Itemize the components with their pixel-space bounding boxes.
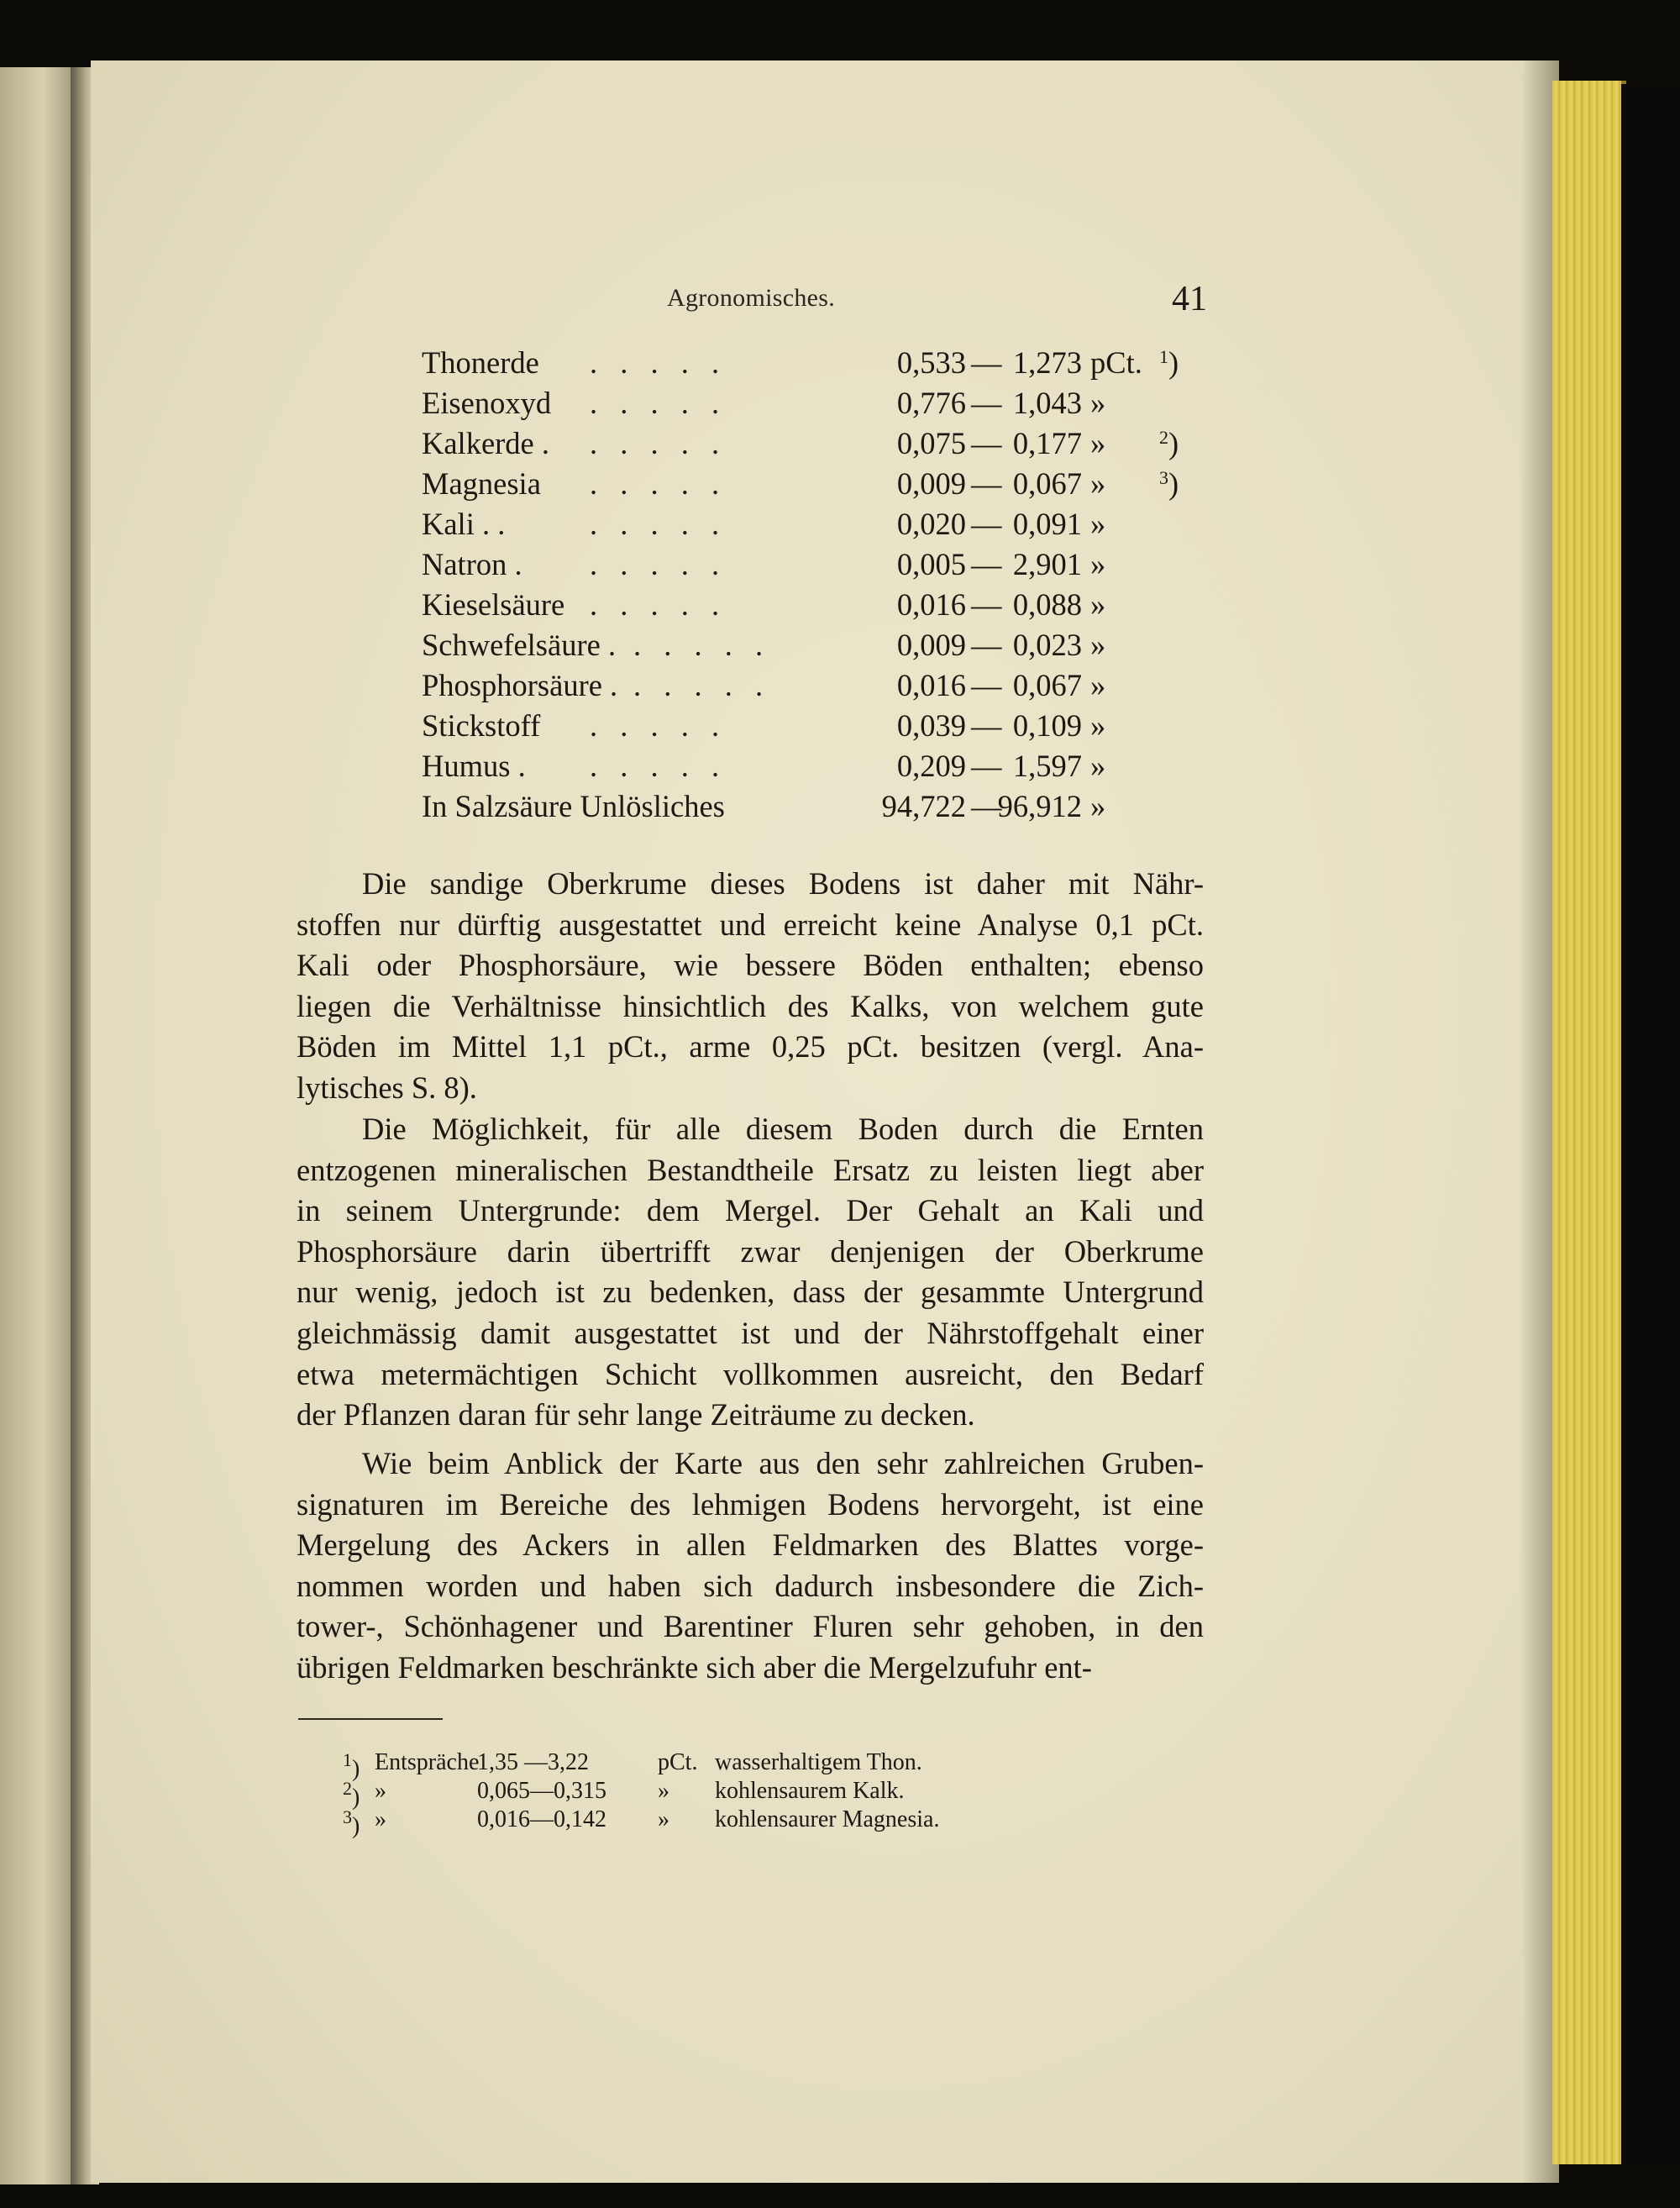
value-min: 0,005 bbox=[896, 547, 966, 581]
leader-dots: . . . . . bbox=[590, 587, 727, 622]
range-dash: — bbox=[971, 749, 1002, 783]
background-shadow bbox=[1621, 84, 1680, 2168]
text-line: signaturen im Bereiche des lehmigen Bodens hervorgeht, ist eine bbox=[297, 1486, 1204, 1522]
unit: » bbox=[1090, 789, 1106, 823]
table-row bbox=[422, 707, 1106, 748]
unit: » bbox=[1090, 426, 1106, 460]
value-max: 0,067 bbox=[1012, 668, 1082, 702]
range-dash: — bbox=[971, 507, 1002, 541]
table-row bbox=[422, 344, 1179, 385]
range-dash: — bbox=[971, 628, 1002, 662]
unit: » bbox=[1090, 507, 1106, 541]
footnote-value: 0,065—0,315 bbox=[477, 1778, 606, 1804]
range-dash: — bbox=[971, 587, 1002, 622]
table-row bbox=[422, 788, 1106, 828]
text-line: nommen worden und haben sich dadurch insbesondere die Zich- bbox=[297, 1568, 1204, 1603]
leader-dots: . . . . . bbox=[633, 668, 771, 702]
footnote-ref-number: 2 bbox=[1159, 427, 1168, 448]
value-min: 0,533 bbox=[896, 345, 966, 380]
text-line: Phosphorsäure darin übertrifft zwar denjenigen der Oberkrume bbox=[297, 1233, 1204, 1269]
component-name: Kalkerde . bbox=[422, 426, 550, 460]
analysis-table bbox=[422, 344, 1179, 828]
component-name: Schwefelsäure . bbox=[422, 628, 617, 662]
leader-dots: . . . . . bbox=[590, 708, 727, 743]
page-number: 41 bbox=[1172, 280, 1207, 318]
table-row bbox=[422, 506, 1106, 546]
value-max: 0,109 bbox=[1012, 708, 1082, 743]
text-line: lytisches S. 8). bbox=[297, 1070, 477, 1105]
value-max: 1,043 bbox=[1012, 386, 1082, 420]
text-line: Mergelung des Ackers in allen Feldmarken des Blattes vorge- bbox=[297, 1527, 1204, 1563]
text-line: Kali oder Phosphorsäure, wie bessere Böden enthalten; ebenso bbox=[297, 948, 1204, 983]
footnote-text: kohlensaurer Magnesia. bbox=[715, 1806, 940, 1832]
leader-dots: . . . . . bbox=[590, 507, 727, 541]
value-max: 2,901 bbox=[1012, 547, 1082, 581]
unit: pCt. bbox=[1090, 345, 1142, 380]
value-max: 0,177 bbox=[1012, 426, 1082, 460]
component-name: In Salzsäure Unlösliches bbox=[422, 789, 725, 823]
footnote-value: 0,016—0,142 bbox=[477, 1806, 606, 1832]
running-title: Agronomisches. bbox=[667, 284, 836, 312]
value-max: 1,273 bbox=[1012, 345, 1082, 380]
range-dash: — bbox=[971, 386, 1002, 420]
component-name: Kali . . bbox=[422, 507, 506, 541]
component-name: Eisenoxyd bbox=[422, 386, 552, 420]
value-max: 0,067 bbox=[1012, 466, 1082, 501]
footnote-value: 1,35 —3,22 bbox=[477, 1749, 589, 1775]
unit: » bbox=[1090, 668, 1106, 702]
footnote-number: 1 bbox=[343, 1749, 352, 1770]
left-page-edge bbox=[0, 67, 77, 2184]
component-name: Kieselsäure bbox=[422, 587, 565, 622]
unit: » bbox=[1090, 749, 1106, 783]
value-max: 0,088 bbox=[1012, 587, 1082, 622]
leader-dots: . . . . . bbox=[590, 345, 727, 380]
text-line: in seinem Untergrunde: dem Mergel. Der Gehalt an Kali und bbox=[297, 1193, 1204, 1228]
value-min: 94,722 bbox=[881, 789, 966, 823]
range-dash: — bbox=[971, 789, 1002, 823]
range-dash: — bbox=[971, 547, 1002, 581]
table-row bbox=[422, 546, 1106, 586]
unit: » bbox=[1090, 386, 1106, 420]
text-line: etwa metermächtigen Schicht vollkommen ausreicht, den Bedarf bbox=[297, 1356, 1204, 1391]
value-min: 0,020 bbox=[896, 507, 966, 541]
value-min: 0,776 bbox=[896, 386, 966, 420]
range-dash: — bbox=[971, 708, 1002, 743]
footnote-prefix: Entspräche bbox=[375, 1749, 480, 1775]
value-max: 0,023 bbox=[1012, 628, 1082, 662]
gilded-page-edges bbox=[1552, 81, 1626, 2164]
value-min: 0,039 bbox=[896, 708, 966, 743]
unit: » bbox=[1090, 628, 1106, 662]
footnote-unit: » bbox=[658, 1806, 669, 1832]
paragraph-marling bbox=[297, 1443, 1204, 1689]
leader-dots: . . . . . bbox=[633, 628, 771, 662]
leader-dots: . . . . . bbox=[590, 386, 727, 420]
leader-dots: . . . . . bbox=[590, 426, 727, 460]
value-min: 0,009 bbox=[896, 628, 966, 662]
footnote bbox=[343, 1806, 1099, 1839]
table-row bbox=[422, 748, 1106, 788]
footnote-marker: $^3$) bbox=[343, 1806, 360, 1839]
footnote-text: wasserhaltigem Thon. bbox=[715, 1749, 922, 1775]
footnote-text: kohlensaurem Kalk. bbox=[715, 1778, 905, 1804]
text-line: gleichmässig damit ausgestattet ist und der Nährstoffgehalt einer bbox=[297, 1315, 1204, 1350]
unit: » bbox=[1090, 466, 1106, 501]
value-max: 96,912 bbox=[997, 789, 1082, 823]
table-row bbox=[422, 385, 1106, 425]
footnote bbox=[343, 1778, 1099, 1811]
footnote-marker: $^1$) bbox=[343, 1749, 360, 1782]
table-row bbox=[422, 627, 1106, 667]
value-min: 0,016 bbox=[896, 587, 966, 622]
range-dash: — bbox=[971, 668, 1002, 702]
footnote-number: 3 bbox=[343, 1806, 352, 1827]
leader-dots: . . . . . bbox=[590, 547, 727, 581]
range-dash: — bbox=[971, 345, 1002, 380]
value-max: 1,597 bbox=[1012, 749, 1082, 783]
leader-dots: . . . . . bbox=[590, 749, 727, 783]
text-line: übrigen Feldmarken beschränkte sich aber die Mergelzufuhr ent- bbox=[297, 1649, 1092, 1685]
footnote-unit: » bbox=[658, 1778, 669, 1804]
text-line: Die sandige Oberkrume dieses Bodens ist daher mit Nähr- bbox=[362, 866, 1204, 901]
footnote-ref: $^3$) bbox=[1159, 466, 1179, 501]
unit: » bbox=[1090, 708, 1106, 743]
component-name: Magnesia bbox=[422, 466, 541, 501]
component-name: Natron . bbox=[422, 547, 522, 581]
text-line: Wie beim Anblick der Karte aus den sehr zahlreichen Gruben- bbox=[362, 1446, 1204, 1480]
text-line: entzogenen mineralischen Bestandtheile Ersatz zu leisten liegt aber bbox=[297, 1152, 1204, 1187]
table-row bbox=[422, 586, 1106, 627]
table-row bbox=[422, 465, 1179, 506]
footnote-marker: $^2$) bbox=[343, 1778, 360, 1811]
text-line: stoffen nur dürftig ausgestattet und erreicht keine Analyse 0,1 pCt. bbox=[297, 907, 1204, 942]
unit: » bbox=[1090, 547, 1106, 581]
text-line: tower-, Schönhagener und Barentiner Fluren sehr gehoben, in den bbox=[297, 1609, 1204, 1644]
footnote-rule bbox=[298, 1718, 443, 1720]
footnote-prefix: » bbox=[375, 1806, 386, 1832]
leader-dots: . . . . . bbox=[590, 466, 727, 501]
footnote-ref: $^2$) bbox=[1159, 426, 1179, 460]
value-min: 0,009 bbox=[896, 466, 966, 501]
value-min: 0,016 bbox=[896, 668, 966, 702]
paragraph-marl-subsoil bbox=[297, 1109, 1204, 1436]
footnote-ref: $^1$) bbox=[1159, 345, 1179, 380]
text-line: der Pflanzen daran für sehr lange Zeiträume zu decken. bbox=[297, 1397, 975, 1433]
text-line: nur wenig, jedoch ist zu bedenken, dass der gesammte Untergrund bbox=[297, 1275, 1204, 1310]
component-name: Stickstoff bbox=[422, 708, 541, 743]
unit: » bbox=[1090, 587, 1106, 622]
text-line: liegen die Verhältnisse hinsichtlich des Kalks, von welchem gute bbox=[297, 988, 1204, 1023]
footnote-ref-number: 1 bbox=[1159, 346, 1168, 367]
component-name: Thonerde bbox=[422, 345, 539, 380]
footnote-ref-number: 3 bbox=[1159, 467, 1168, 488]
value-min: 0,075 bbox=[896, 426, 966, 460]
footnote-number: 2 bbox=[343, 1778, 352, 1799]
text-line: Die Möglichkeit, für alle diesem Boden durch die Ernten bbox=[362, 1112, 1204, 1146]
range-dash: — bbox=[971, 466, 1002, 501]
range-dash: — bbox=[971, 426, 1002, 460]
table-row bbox=[422, 425, 1179, 465]
table-row bbox=[422, 667, 1106, 707]
component-name: Phosphorsäure . bbox=[422, 668, 618, 702]
value-max: 0,091 bbox=[1012, 507, 1082, 541]
footnote-unit: pCt. bbox=[658, 1749, 698, 1775]
paragraph-nutrients bbox=[297, 864, 1204, 1109]
footnote bbox=[343, 1749, 1099, 1782]
value-min: 0,209 bbox=[896, 749, 966, 783]
text-line: Böden im Mittel 1,1 pCt., arme 0,25 pCt. besitzen (vergl. Ana- bbox=[297, 1029, 1204, 1065]
footnote-prefix: » bbox=[375, 1778, 386, 1804]
component-name: Humus . bbox=[422, 749, 526, 783]
